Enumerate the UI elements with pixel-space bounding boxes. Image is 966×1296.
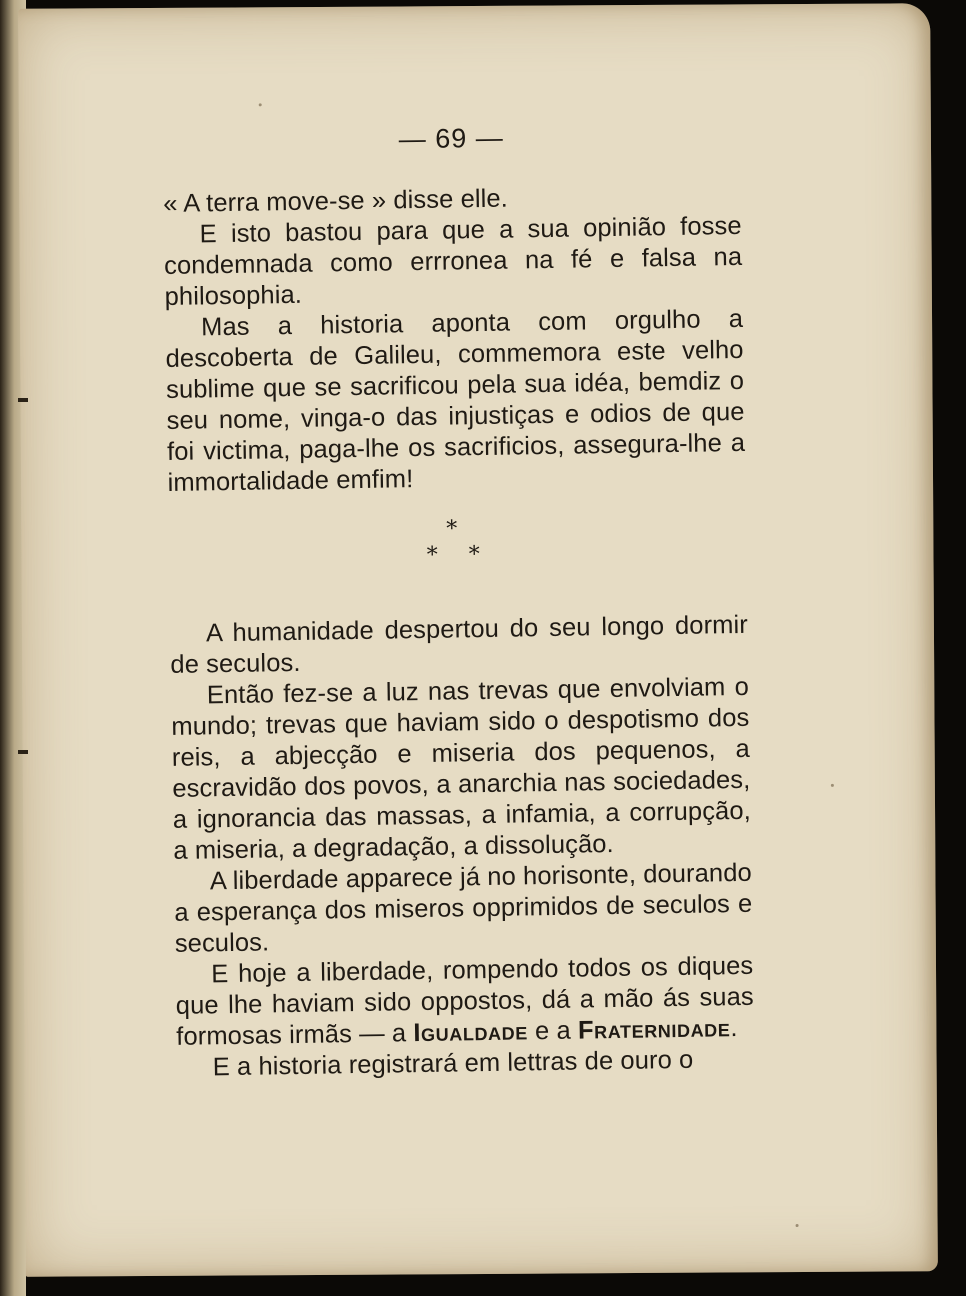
paragraph-text: e a: [527, 1016, 579, 1046]
paragraph: E isto bastou para que a sua opinião fosse condemnada como errronea na fé e falsa na philosophia.: [163, 211, 743, 311]
asterism-separator: [168, 500, 748, 619]
asterism-star: *: [426, 542, 439, 568]
paragraph: [175, 951, 754, 1053]
page-text: [162, 119, 755, 1084]
paragraph: A liberdade apparece já no horisonte, dourando a esperança dos miseros opprimidos de seculos e seculos.: [174, 858, 753, 958]
paragraph-text: E hoje a liberdade, rompendo todos os diques que lhe haviam sido oppostos, dá a mão ás suas formosas irmãs — a: [175, 951, 754, 1051]
margin-mark: [18, 398, 28, 402]
margin-mark: [18, 750, 28, 754]
fraternidade-smallcaps: Fraternidade: [577, 1014, 731, 1045]
paper-speck: [831, 784, 834, 787]
asterism-star: *: [468, 542, 481, 568]
paragraph: Mas a historia aponta com orgulho a descoberta de Galileu, commemora este velho sublime que se sacrificou pela sua idéa, bemdiz o seu nome, vinga-o das injustiças e odios de que foi victima, paga-lhe os sacrificios, assegura-lhe a immortalidade emfim!: [165, 304, 746, 497]
paper-speck: [796, 1224, 799, 1227]
igualdade-smallcaps: Igualdade: [413, 1017, 529, 1048]
paragraph-text: .: [730, 1014, 738, 1043]
page-number: — 69 —: [398, 122, 504, 155]
paragraph: E a historia registrará em lettras de ouro o: [212, 1045, 694, 1082]
paragraph: Então fez-se a luz nas trevas que envolviam o mundo; trevas que haviam sido o despotismo dos reis, a abjecção e miseria dos pequenos, a escravidão dos povos, a anarchia nas sociedades, a ignorancia das massas, a infamia, a corrupção, a miseria, a degradação, a dissolução.: [171, 672, 752, 865]
paragraph: « A terra move-se » disse elle.: [162, 184, 509, 218]
paper-speck: [259, 103, 262, 106]
asterism-star: *: [446, 516, 458, 542]
paragraph: A humanidade despertou do seu longo dormir de seculos.: [170, 610, 749, 679]
